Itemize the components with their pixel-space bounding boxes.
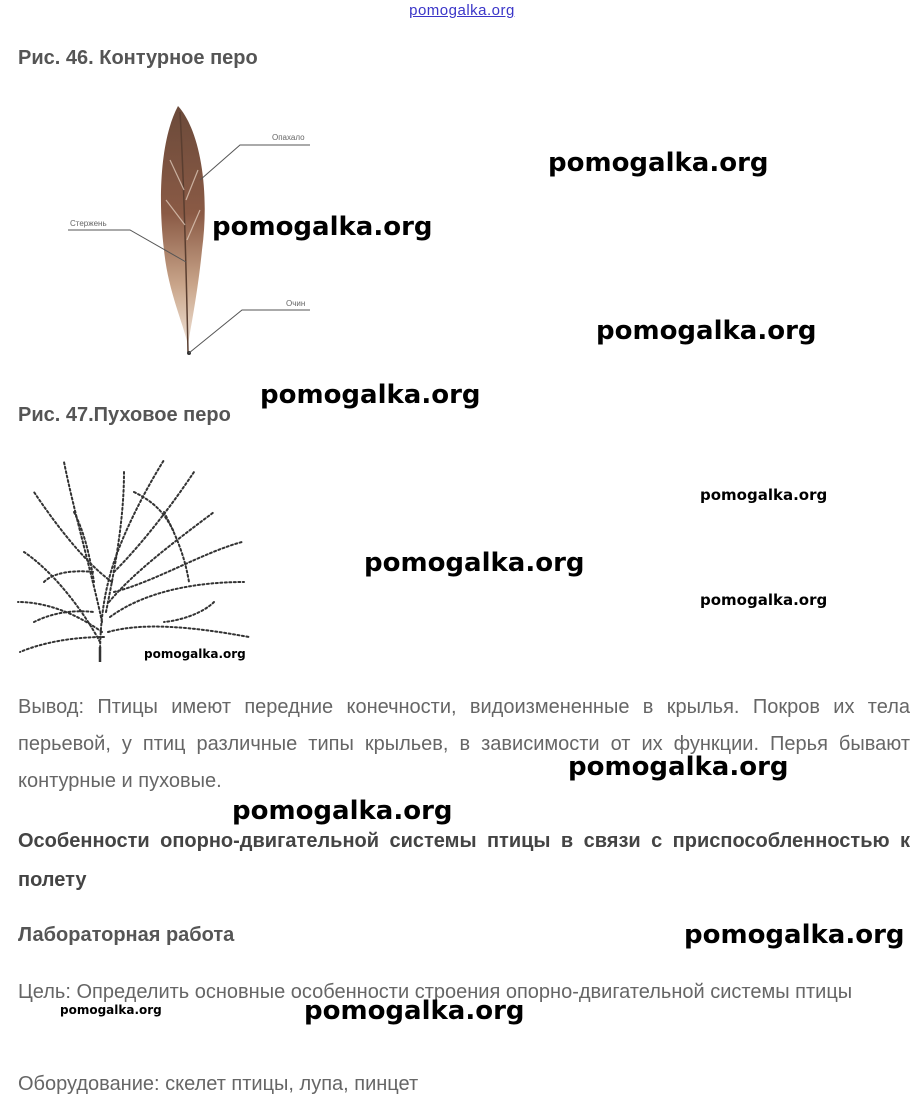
label-vane: Опахало [272, 133, 305, 142]
watermark: pomogalka.org [700, 486, 828, 504]
figure-46-title: Рис. 46. Контурное перо [18, 47, 258, 69]
watermark: pomogalka.org [548, 148, 769, 178]
down-feather-illustration [14, 452, 254, 664]
site-link[interactable]: pomogalka.org [409, 2, 515, 19]
section-heading: Особенности опорно-двигательной системы птицы в связи с приспособленностью к полету [18, 830, 910, 891]
figure-47-title: Рис. 47.Пуховое перо [18, 404, 231, 426]
watermark: pomogalka.org [684, 920, 905, 950]
watermark: pomogalka.org [304, 996, 525, 1026]
lab-heading: Лабораторная работа [18, 924, 235, 946]
lab-goal: Цель: Определить основные особенности строения опорно-двигательной системы птицы [18, 981, 853, 1003]
watermark: pomogalka.org [364, 548, 585, 578]
conclusion-paragraph: Вывод: Птицы имеют передние конечности, видоизмененные в крылья. Покров их тела перьевой, у птиц различные типы крыльев, в зависимости от их функции. Перья бывают контурные и пуховые. [18, 696, 910, 792]
watermark: pomogalka.org [212, 212, 433, 242]
watermark: pomogalka.org [260, 380, 481, 410]
label-quill: Очин [286, 299, 306, 308]
watermark: pomogalka.org [144, 647, 246, 661]
watermark: pomogalka.org [232, 796, 453, 826]
watermark: pomogalka.org [568, 752, 789, 782]
watermark: pomogalka.org [596, 316, 817, 346]
watermark: pomogalka.org [60, 1003, 162, 1017]
watermark: pomogalka.org [700, 591, 828, 609]
label-shaft: Стержень [70, 219, 107, 228]
feather-vane [161, 106, 205, 345]
lab-equipment: Оборудование: скелет птицы, лупа, пинцет [18, 1073, 419, 1095]
